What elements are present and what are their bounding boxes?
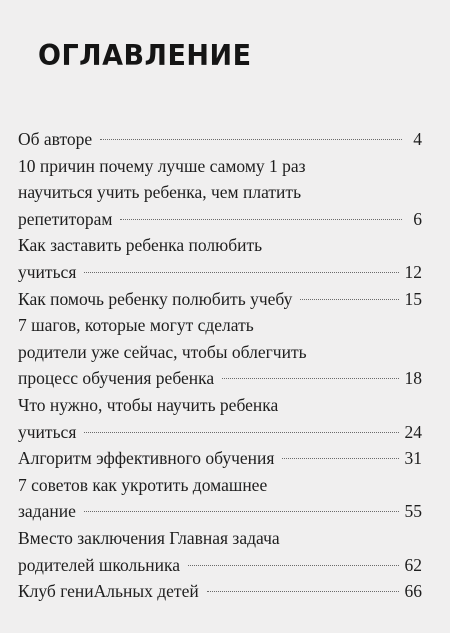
toc-entry [18, 392, 422, 445]
toc-entry [18, 312, 422, 392]
toc-entry-last-line [18, 126, 422, 153]
table-of-contents [18, 126, 422, 605]
toc-entry [18, 153, 422, 233]
dot-leader [84, 511, 399, 512]
toc-entry-title-line: задание [18, 501, 76, 522]
toc-entry-title-line: процесс обучения ребенка [18, 368, 215, 389]
toc-entry [18, 472, 422, 525]
toc-entry-title-line: Об автоpe [18, 129, 93, 149]
toc-entry-last-line [18, 419, 422, 446]
toc-entry-title-line: родителей школьника [18, 554, 180, 575]
toc-entry-title-line: учиться [18, 261, 77, 282]
toc-entry-last-line [18, 552, 422, 579]
dot-leader [120, 219, 402, 220]
toc-entry [18, 525, 422, 578]
dot-leader [188, 565, 399, 566]
dot-leader [100, 139, 402, 140]
toc-entry-last-line [18, 578, 422, 605]
page-number: 12 [404, 261, 422, 282]
toc-entry-title-line: Клуб гениАльных детей [18, 581, 199, 602]
page-number: 55 [404, 501, 422, 522]
dot-leader [207, 591, 399, 592]
dot-leader [84, 432, 398, 433]
toc-entry [18, 445, 422, 472]
toc-entry-last-line [18, 498, 422, 525]
page-number: 62 [404, 554, 422, 575]
toc-entry-last-line [18, 259, 422, 286]
toc-entry-title-line: 10 причин почему лучше самому 1 раз [18, 155, 306, 176]
toc-entry-title-line: Алгоритм эффективного обучения [18, 448, 275, 469]
toc-entry [18, 286, 422, 313]
toc-entry-title-line: Вместо заключения Главная задача [18, 527, 280, 548]
toc-entry-title-line: Как заставить ребенка полюбить [18, 235, 263, 256]
toc-entry-title-line: родители уже сейчас, чтобы облегчить [18, 341, 307, 362]
dot-leader [84, 272, 398, 273]
toc-entry-title-line: научиться учить ребенка, чем платить [18, 182, 302, 203]
toc-entry-title-line: Как помочь ребенку полюбить учебу [18, 288, 293, 309]
toc-entry-title-line: репетиторам [18, 208, 113, 229]
page-title: ОГЛАВЛЕНИЕ [38, 40, 252, 73]
toc-entry [18, 126, 422, 153]
toc-entry [18, 232, 422, 285]
toc-entry-title-line: 7 советов как укротить домашнее [18, 474, 268, 495]
dot-leader [300, 299, 398, 300]
dot-leader [222, 378, 398, 379]
page-number: 24 [404, 421, 422, 442]
page-number: 66 [404, 581, 422, 602]
toc-entry-last-line [18, 365, 422, 392]
toc-entry-last-line [18, 445, 422, 472]
toc-entry-title-line: учиться [18, 421, 77, 442]
page-number: 4 [413, 129, 422, 149]
toc-entry-title-line: 7 шагов, которые могут сделать [18, 315, 254, 336]
toc-entry [18, 578, 422, 605]
page-number: 15 [404, 288, 422, 309]
toc-entry-last-line [18, 286, 422, 313]
page-number: 31 [404, 448, 422, 469]
toc-entry-title-line: Что нужно, чтобы научить ребенка [18, 394, 279, 415]
page-number: 6 [413, 208, 422, 229]
dot-leader [282, 458, 398, 459]
page-number: 18 [404, 368, 422, 389]
toc-entry-last-line [18, 206, 422, 233]
